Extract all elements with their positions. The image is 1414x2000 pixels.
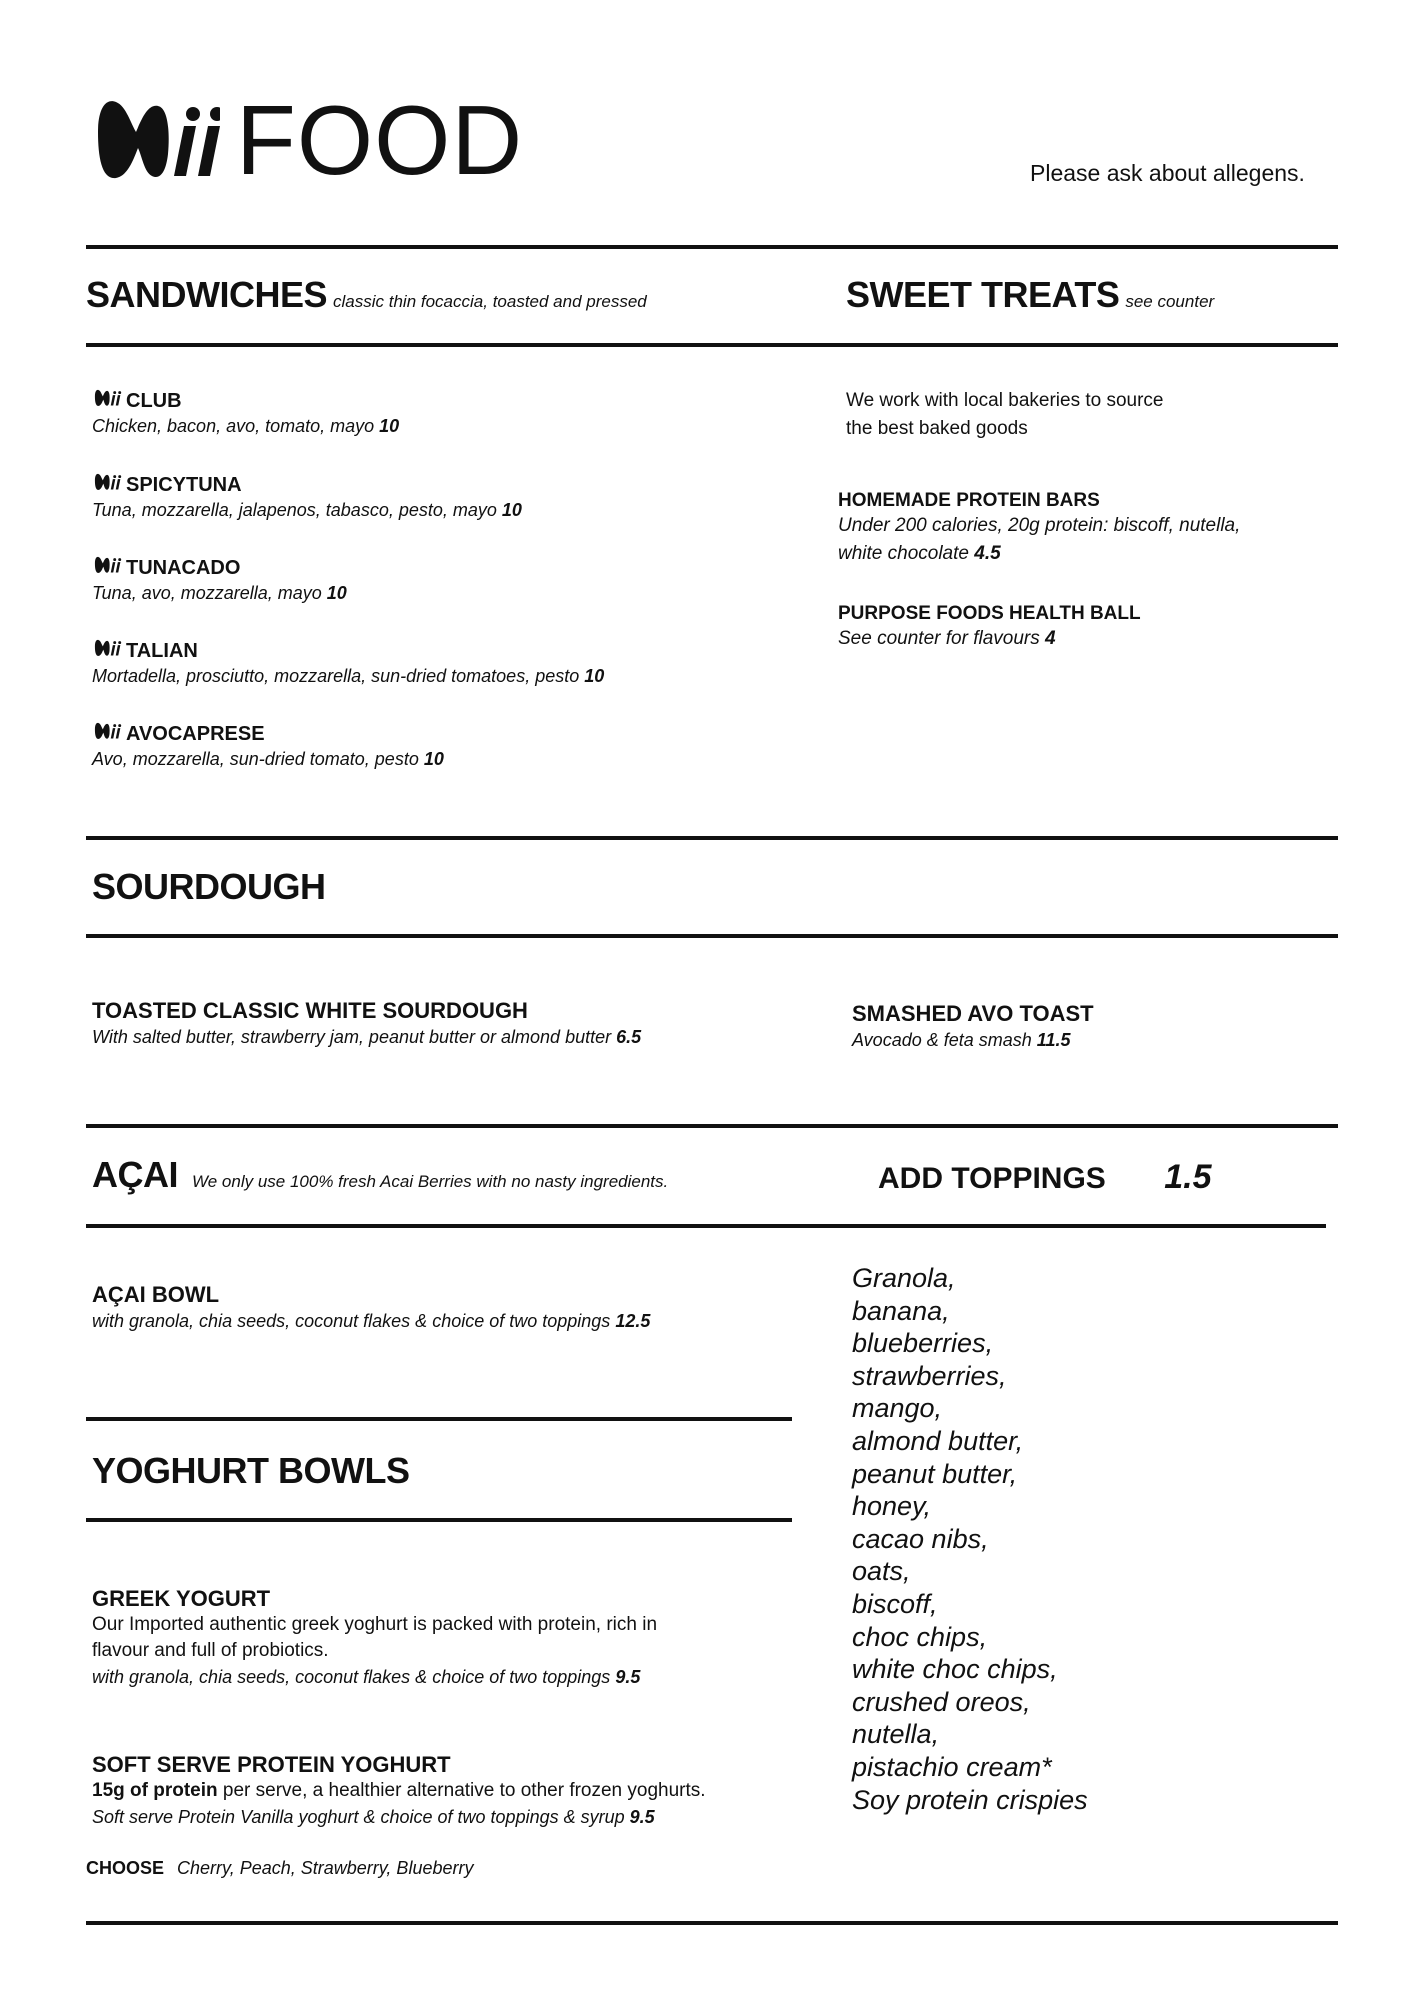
item-name: PURPOSE FOODS HEALTH BALL: [838, 603, 1141, 624]
topping-item: banana,: [852, 1295, 950, 1326]
topping-item: Soy protein crispies: [852, 1784, 1088, 1815]
menu-item: [92, 388, 399, 439]
item-name: TUNACADO: [126, 557, 241, 579]
topping-item: cacao nibs,: [852, 1523, 989, 1554]
item-description: with granola, chia seeds, coconut flakes & choice of two toppings: [92, 1311, 611, 1331]
brand-wordmark: FOOD: [236, 85, 524, 195]
item-price: 12.5: [615, 1311, 651, 1331]
menu-item: [92, 638, 604, 689]
divider: [86, 836, 1338, 840]
item-description: Tuna, avo, mozzarella, mayo: [92, 583, 322, 603]
divider: [86, 934, 1338, 938]
item-price: 10: [501, 500, 522, 520]
topping-item: honey,: [852, 1491, 932, 1522]
sweet-treats-subtitle: see counter: [1125, 292, 1215, 311]
topping-item: nutella,: [852, 1719, 940, 1750]
item-name: AÇAI BOWL: [92, 1282, 220, 1307]
menu-item: [838, 603, 1141, 653]
choose-options: Cherry, Peach, Strawberry, Blueberry: [177, 1858, 474, 1878]
toppings-title: ADD TOPPINGS: [878, 1162, 1106, 1195]
topping-item: choc chips,: [852, 1621, 988, 1652]
divider: [86, 1921, 1338, 1925]
topping-item: peanut butter,: [852, 1458, 1018, 1489]
item-description: Tuna, mozzarella, jalapenos, tabasco, pesto, mayo: [92, 500, 497, 520]
item-description: See counter for flavours: [838, 628, 1040, 649]
menu-item: [92, 998, 732, 1050]
menu-item: [92, 472, 522, 523]
section-title-sweet-treats: SWEET TREATS see counter: [846, 274, 1215, 315]
item-body: Our Imported authentic greek yoghurt is packed with protein, rich in: [92, 1614, 658, 1635]
topping-item: Granola,: [852, 1263, 956, 1293]
item-description: Under 200 calories, 20g protein: biscoff, nutella,: [838, 515, 1241, 536]
section-title-sourdough: SOURDOUGH: [92, 866, 326, 907]
item-price: 9.5: [615, 1667, 641, 1687]
item-price: 11.5: [1036, 1030, 1071, 1050]
item-price: 4: [1045, 628, 1056, 649]
menu-item: [838, 490, 1240, 568]
item-body: per serve, a healthier alternative to other frozen yoghurts.: [217, 1780, 706, 1801]
menu-item: [92, 1752, 706, 1830]
item-name: SMASHED AVO TOAST: [852, 1001, 1094, 1026]
item-body: flavour and full of probiotics.: [92, 1640, 329, 1661]
item-name: TOASTED CLASSIC WHITE SOURDOUGH: [92, 998, 528, 1023]
mii-logo-icon: [92, 92, 220, 188]
item-price: 4.5: [974, 543, 1001, 564]
mii-logo-icon: [92, 638, 122, 658]
item-price: 9.5: [629, 1807, 655, 1827]
topping-item: white choc chips,: [852, 1654, 1058, 1685]
divider: [86, 343, 1338, 347]
topping-item: strawberries,: [852, 1360, 1007, 1391]
flavour-choice: [86, 1858, 473, 1879]
acai-subtitle: We only use 100% fresh Acai Berries with no nasty ingredients.: [192, 1172, 669, 1191]
mii-logo-icon: [92, 472, 122, 492]
topping-item: pistachio cream*: [852, 1751, 1052, 1782]
menu-item: [92, 555, 347, 606]
item-name: SOFT SERVE PROTEIN YOGHURT: [92, 1752, 451, 1777]
item-name: GREEK YOGURT: [92, 1586, 271, 1611]
divider: [86, 245, 1338, 249]
protein-highlight: 15g of protein: [92, 1780, 218, 1801]
item-description: Soft serve Protein Vanilla yoghurt & choice of two toppings & syrup: [92, 1807, 625, 1827]
allergens-note: Please ask about allegens.: [1030, 160, 1305, 186]
item-name: AVOCAPRESE: [126, 723, 265, 745]
brand-logo: [92, 85, 524, 195]
item-description: Mortadella, prosciutto, mozzarella, sun-dried tomatoes, pesto: [92, 666, 580, 686]
divider: [86, 1518, 792, 1522]
item-name: TALIAN: [126, 640, 198, 662]
mii-logo-icon: [92, 555, 122, 575]
item-price: 10: [326, 583, 347, 603]
section-title-acai: AÇAI We only use 100% fresh Acai Berries with no nasty ingredients.: [92, 1154, 669, 1195]
topping-item: biscoff,: [852, 1588, 938, 1619]
item-price: 10: [584, 666, 605, 686]
menu-item: [852, 1001, 1094, 1053]
item-price: 10: [423, 749, 444, 769]
topping-item: mango,: [852, 1393, 943, 1424]
item-description: Avocado & feta smash: [852, 1030, 1032, 1050]
mii-logo-icon: [92, 721, 122, 741]
item-description: with granola, chia seeds, coconut flakes & choice of two toppings: [92, 1667, 611, 1687]
sweet-treats-intro: We work with local bakeries to source the best baked goods: [846, 390, 1164, 439]
item-description: white chocolate: [838, 543, 969, 564]
divider: [86, 1417, 792, 1421]
toppings-header: [878, 1158, 1212, 1197]
toppings-list: [852, 1262, 1088, 1816]
topping-item: oats,: [852, 1556, 911, 1587]
menu-item: [92, 1282, 650, 1334]
sandwiches-subtitle: classic thin focaccia, toasted and pressed: [333, 292, 647, 311]
menu-item: [92, 1586, 657, 1690]
toppings-price: 1.5: [1164, 1158, 1212, 1196]
item-price: 6.5: [616, 1027, 642, 1047]
topping-item: crushed oreos,: [852, 1686, 1031, 1717]
section-title-yoghurt-bowls: YOGHURT BOWLS: [92, 1450, 410, 1491]
item-description: With salted butter, strawberry jam, peanut butter or almond butter: [92, 1027, 612, 1047]
topping-item: almond butter,: [852, 1425, 1024, 1456]
divider: [86, 1224, 1326, 1228]
item-price: 10: [379, 416, 400, 436]
divider: [86, 1124, 1338, 1128]
item-name: CLUB: [126, 390, 182, 412]
topping-item: blueberries,: [852, 1328, 994, 1359]
item-name: HOMEMADE PROTEIN BARS: [838, 490, 1100, 511]
section-title-sandwiches: SANDWICHES classic thin focaccia, toasted and pressed: [86, 274, 647, 315]
item-description: Chicken, bacon, avo, tomato, mayo: [92, 416, 375, 436]
menu-item: [92, 721, 444, 772]
choose-label: CHOOSE: [86, 1858, 165, 1878]
item-description: Avo, mozzarella, sun-dried tomato, pesto: [92, 749, 419, 769]
item-name: SPICYTUNA: [126, 474, 242, 496]
mii-logo-icon: [92, 388, 122, 408]
